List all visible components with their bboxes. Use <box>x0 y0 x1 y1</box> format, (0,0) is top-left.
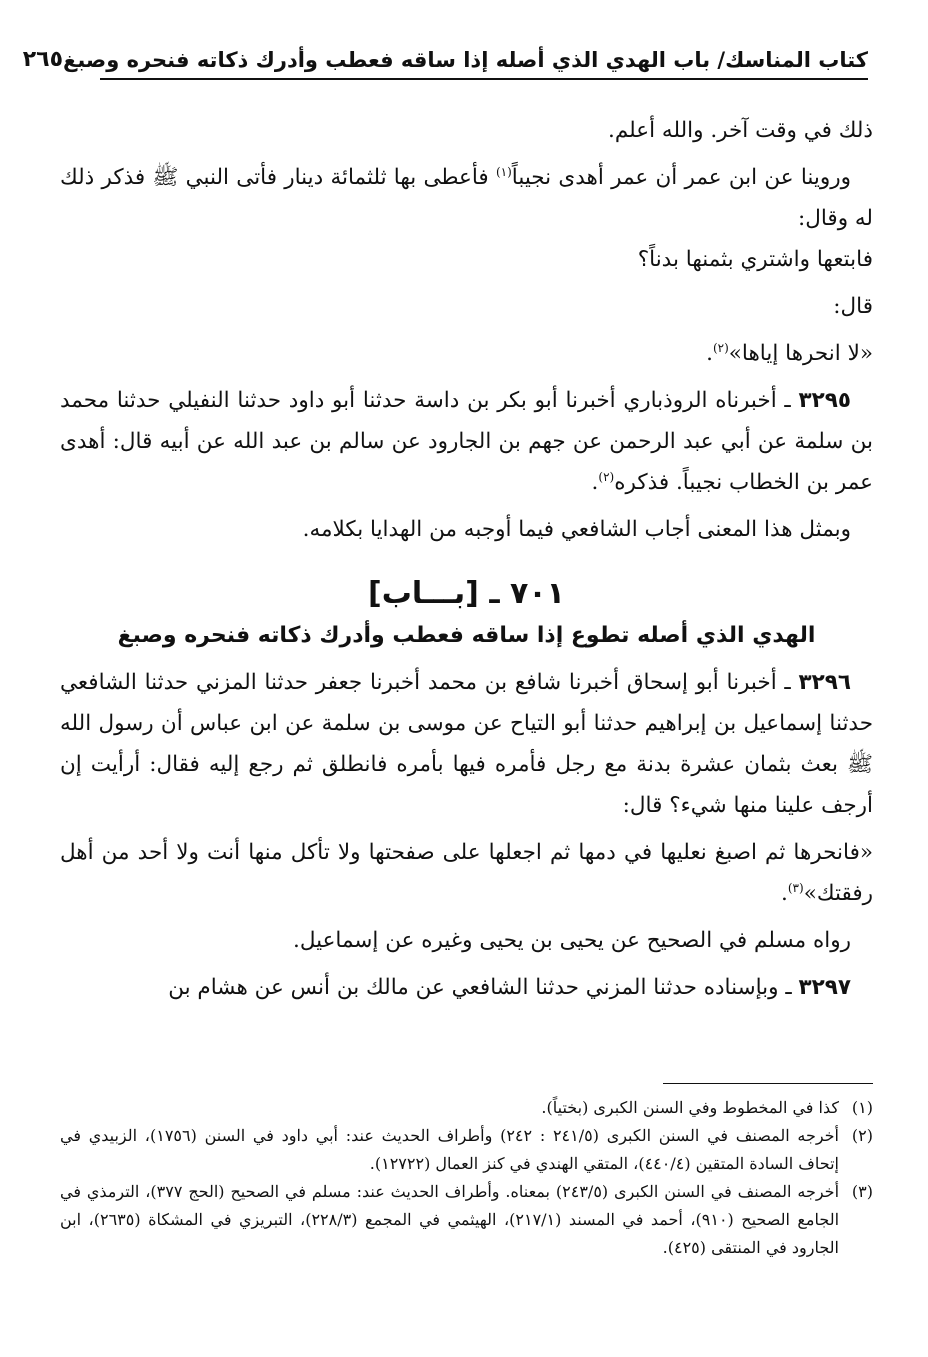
paragraph-text: وروينا عن ابن عمر أن عمر أهدى نجيباً <box>511 165 851 190</box>
paragraph <box>60 832 873 914</box>
hadith-number: ٣٢٩٧ <box>798 975 851 1000</box>
page-number: ٢٦٥ <box>22 47 64 72</box>
paragraph-text: ـ أخبرناه الروذباري أخبرنا أبو بكر بن داسة حدثنا أبو داود حدثنا النفيلي حدثنا محمد بن سلمة عن أبي عبد الرحمن عن جهم بن الجارود عن سالم بن عبد الله عن أبيه قال: أهدى عمر بن الخطاب نجيباً. فذكره <box>60 388 873 495</box>
paragraph <box>60 286 873 327</box>
paragraph-text: ذلك في وقت آخر. والله أعلم. <box>608 118 873 143</box>
footnote-ref: (٣) <box>787 880 804 895</box>
footnote <box>60 1178 873 1262</box>
hadith-3297 <box>60 967 873 1008</box>
paragraph <box>60 509 873 550</box>
paragraph-text: رواه مسلم في الصحيح عن يحيى بن يحيى وغيره عن إسماعيل. <box>292 928 851 953</box>
footnote-ref: (٢) <box>598 469 615 484</box>
footnote <box>60 1094 873 1122</box>
paragraph-text: ـ أخبرنا أبو إسحاق أخبرنا شافع بن محمد أخبرنا جعفر حدثنا المزني حدثنا الشافعي حدثنا إسماعيل بن إبراهيم حدثنا أبو التياح عن موسى بن سلمة عن ابن عباس أن رسول الله ﷺ بعث بثمان عشرة بدنة مع رجل فأمره فيها بأمره فانطلق ثم رجع إليه فقال: أرأيت إن أرجف علينا منها شيء؟ قال: <box>60 670 873 818</box>
footnote-text: كذا في المخطوط وفي السنن الكبرى (بختياً). <box>541 1098 839 1117</box>
footnote-ref: (٢) <box>712 340 729 355</box>
paragraph-text: فابتعها واشتري بثمنها بدناً؟ <box>637 247 873 272</box>
footnote-divider <box>663 1083 873 1084</box>
header-title: كتاب المناسك/ باب الهدي الذي أصله إذا ساقه فعطب وأدرك ذكاته فنحره وصبغ <box>63 48 868 72</box>
hadith-3296 <box>60 662 873 826</box>
paragraph <box>60 333 873 374</box>
punctuation: . <box>591 470 599 495</box>
punctuation: . <box>706 341 713 366</box>
hadith-3295 <box>60 380 873 503</box>
hadith-number: ٣٢٩٥ <box>798 388 851 413</box>
footnote-text: أخرجه المصنف في السنن الكبرى (٢٤١/٥ : ٢٤٢) وأطراف الحديث عند: أبي داود في السنن (١٧٥٦)، الزبيدي في إتحاف السادة المتقين (٤٤٠/٤)، المتقي الهندي في كنز العمال (١٢٧٢٢). <box>60 1126 840 1173</box>
hadith-number: ٣٢٩٦ <box>798 670 851 695</box>
paragraph <box>60 157 873 239</box>
quote-text: «لا انحرها إياها» <box>728 341 873 366</box>
footnote-number: (٢) <box>851 1126 873 1145</box>
footnote-number: (١) <box>851 1098 873 1117</box>
chapter-title: الهدي الذي أصله تطوع إذا ساقه فعطب وأدرك ذكاته فنحره وصبغ <box>117 623 816 648</box>
footnote <box>60 1122 873 1178</box>
paragraph <box>60 920 873 961</box>
footnote-ref: (١) <box>495 164 512 179</box>
footnote-text: أخرجه المصنف في السنن الكبرى (٢٤٣/٥) بمعناه. وأطراف الحديث عند: مسلم في الصحيح (الحج ٣٧٧)، الترمذي في الجامع الصحيح (٩١٠)، أحمد في المسند (٢١٧/١)، الهيثمي في المجمع (٢٢٨/٣)، التبريزي في المشكاة (٢٦٣٥)، ابن الجارود في المنتقى (٤٢٥). <box>60 1182 840 1257</box>
quote-text: «فانحرها ثم اصبغ نعليها في دمها ثم اجعلها على صفحتها ولا تأكل منها أنت ولا أحد من أهل رفقتك» <box>60 840 873 906</box>
punctuation: . <box>781 881 788 906</box>
paragraph-text: وبمثل هذا المعنى أجاب الشافعي فيما أوجبه من الهدايا بكلامه. <box>302 517 851 542</box>
paragraph-text: فأعطى بها ثلثمائة دينار فأتى النبي ﷺ فذكر ذلك له وقال: <box>60 165 873 231</box>
running-header <box>22 38 868 80</box>
paragraph <box>60 110 873 151</box>
paragraph <box>60 239 873 280</box>
chapter-number: ٧٠١ ـ [بـــاب] <box>368 576 565 611</box>
footnote-number: (٣) <box>851 1182 873 1201</box>
main-text <box>60 110 873 1008</box>
paragraph-text: ـ وبإسناده حدثنا المزني حدثنا الشافعي عن مالك بن أنس عن هشام بن <box>168 975 799 1000</box>
paragraph-text: قال: <box>833 294 873 319</box>
footnotes <box>60 1083 873 1262</box>
